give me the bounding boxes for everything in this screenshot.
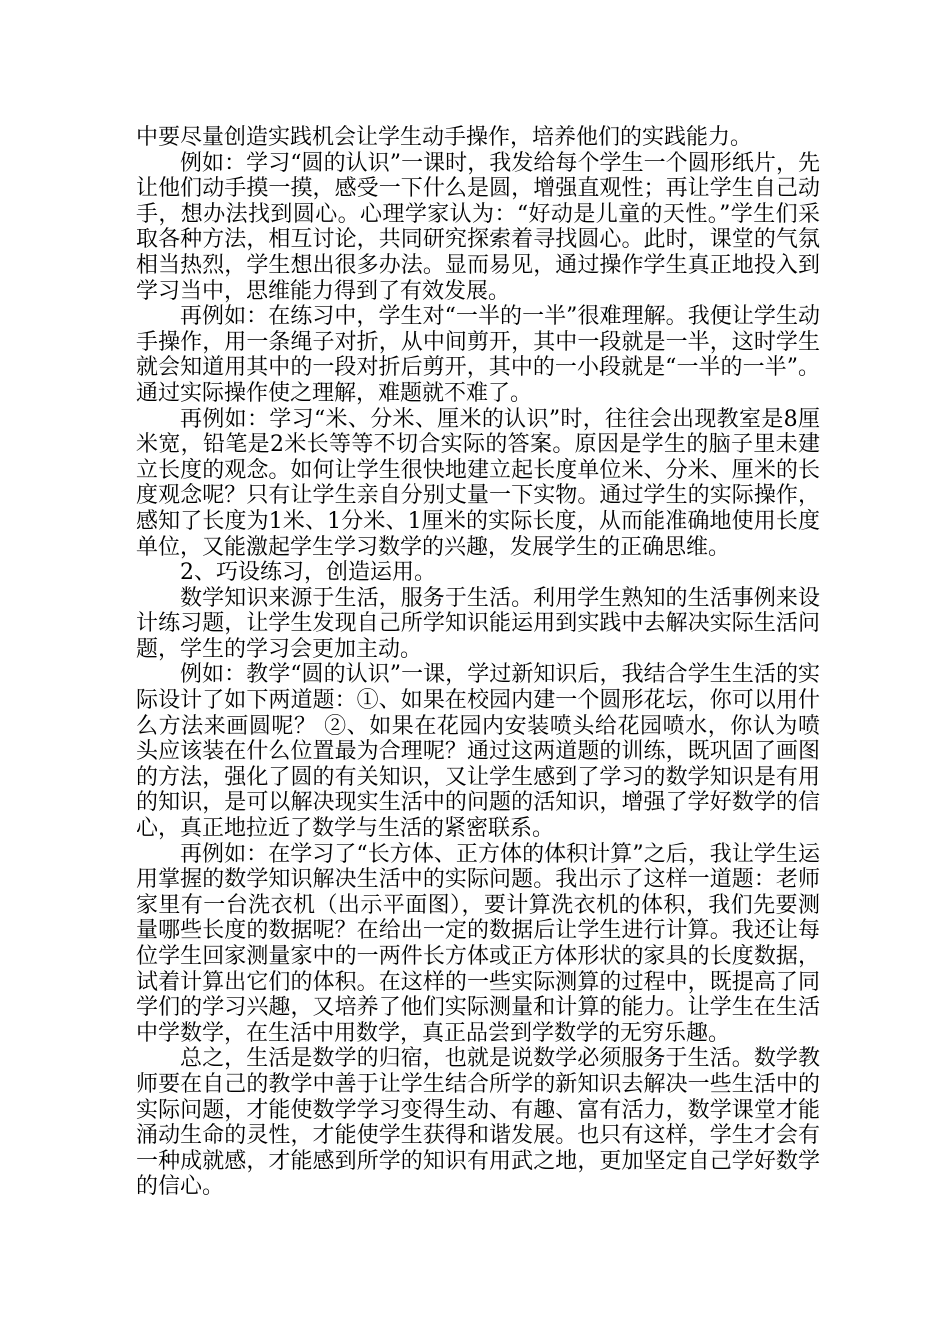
paragraph-circle-practice: 例如：教学“圆的认识”一课，学过新知识后，我结合学生生活的实际设计了如下两道题：①、如果在校园内建一个圆形花坛，你可以用什么方法来画圆呢？ ②、如果在花园内安装喷头给花园喷水，你认为喷头应该装在什么位置最为合理呢？通过这两道题的训练，既巩固了画图的方法，强化了圆的有关知识，又让学生感到了学习的数学知识是有用的知识，是可以解决现实生活中的问题的活知识，增强了学好数学的信心，真正地拉近了数学与生活的紧密联系。 xyxy=(136,662,820,842)
section-heading: 2、巧设练习，创造运用。 xyxy=(180,560,436,586)
paragraph-circle-example: 例如：学习“圆的认识”一课时，我发给每个学生一个圆形纸片，先让他们动手摸一摸，感受一下什么是圆，增强直观性；再让学生自己动手，想办法找到圆心。心理学家认为：“好动是儿童的天性。”学生们采取各种方法，相互讨论，共同研究探索着寻找圆心。此时，课堂的气氛相当热烈，学生想出很多办法。显而易见，通过操作学生真正地投入到学习当中，思维能力得到了有效发展。 xyxy=(136,150,820,304)
document-body xyxy=(136,125,820,1200)
paragraph-volume-practice: 再例如：在学习了“长方体、正方体的体积计算”之后，我让学生运用掌握的数学知识解决生活中的实际问题。我出示了这样一道题：老师家里有一台洗衣机（出示平面图），要计算洗衣机的体积，我们先要测量哪些长度的数据呢？在给出一定的数据后让学生进行计算。我还让每位学生回家测量家中的一两件长方体或正方体形状的家具的长度数据，试着计算出它们的体积。在这样的一些实际测算的过程中，既提高了同学们的学习兴趣，又培养了他们实际测量和计算的能力。让学生在生活中学数学，在生活中用数学，真正品尝到学数学的无穷乐趣。 xyxy=(136,841,820,1046)
paragraph-practice-intro: 数学知识来源于生活，服务于生活。利用学生熟知的生活事例来设计练习题，让学生发现自己所学知识能运用到实践中去解决实际生活问题，学生的学习会更加主动。 xyxy=(136,585,820,662)
paragraph-length-units-example: 再例如：学习“米、分米、厘米的认识”时，往往会出现教室是8厘米宽，铅笔是2米长等等不切合实际的答案。原因是学生的脑子里未建立长度的观念。如何让学生很快地建立起长度单位米、分米、厘米的长度观念呢？只有让学生亲自分别丈量一下实物。通过学生的实际操作，感知了长度为1米、1分米、1厘米的实际长度，从而能准确地使用长度单位，又能激起学生学习数学的兴趣，发展学生的正确思维。 xyxy=(136,406,820,560)
paragraph-conclusion: 总之，生活是数学的归宿，也就是说数学必须服务于生活。数学教师要在自己的教学中善于让学生结合所学的新知识去解决一些生活中的实际问题，才能使数学学习变得生动、有趣、富有活力，数学课堂才能涌动生命的灵性，才能使学生获得和谐发展。也只有这样，学生才会有一种成就感，才能感到所学的知识有用武之地，更加坚定自己学好数学的信心。 xyxy=(136,1046,820,1200)
paragraph-continuation: 中要尽量创造实践机会让学生动手操作，培养他们的实践能力。 xyxy=(136,125,753,150)
paragraph-half-example: 再例如：在练习中，学生对“一半的一半”很难理解。我便让学生动手操作，用一条绳子对折，从中间剪开，其中一段就是一半，这时学生就会知道用其中的一段对折后剪开，其中的一小段就是“一半的一半”。通过实际操作使之理解，难题就不难了。 xyxy=(136,304,820,406)
